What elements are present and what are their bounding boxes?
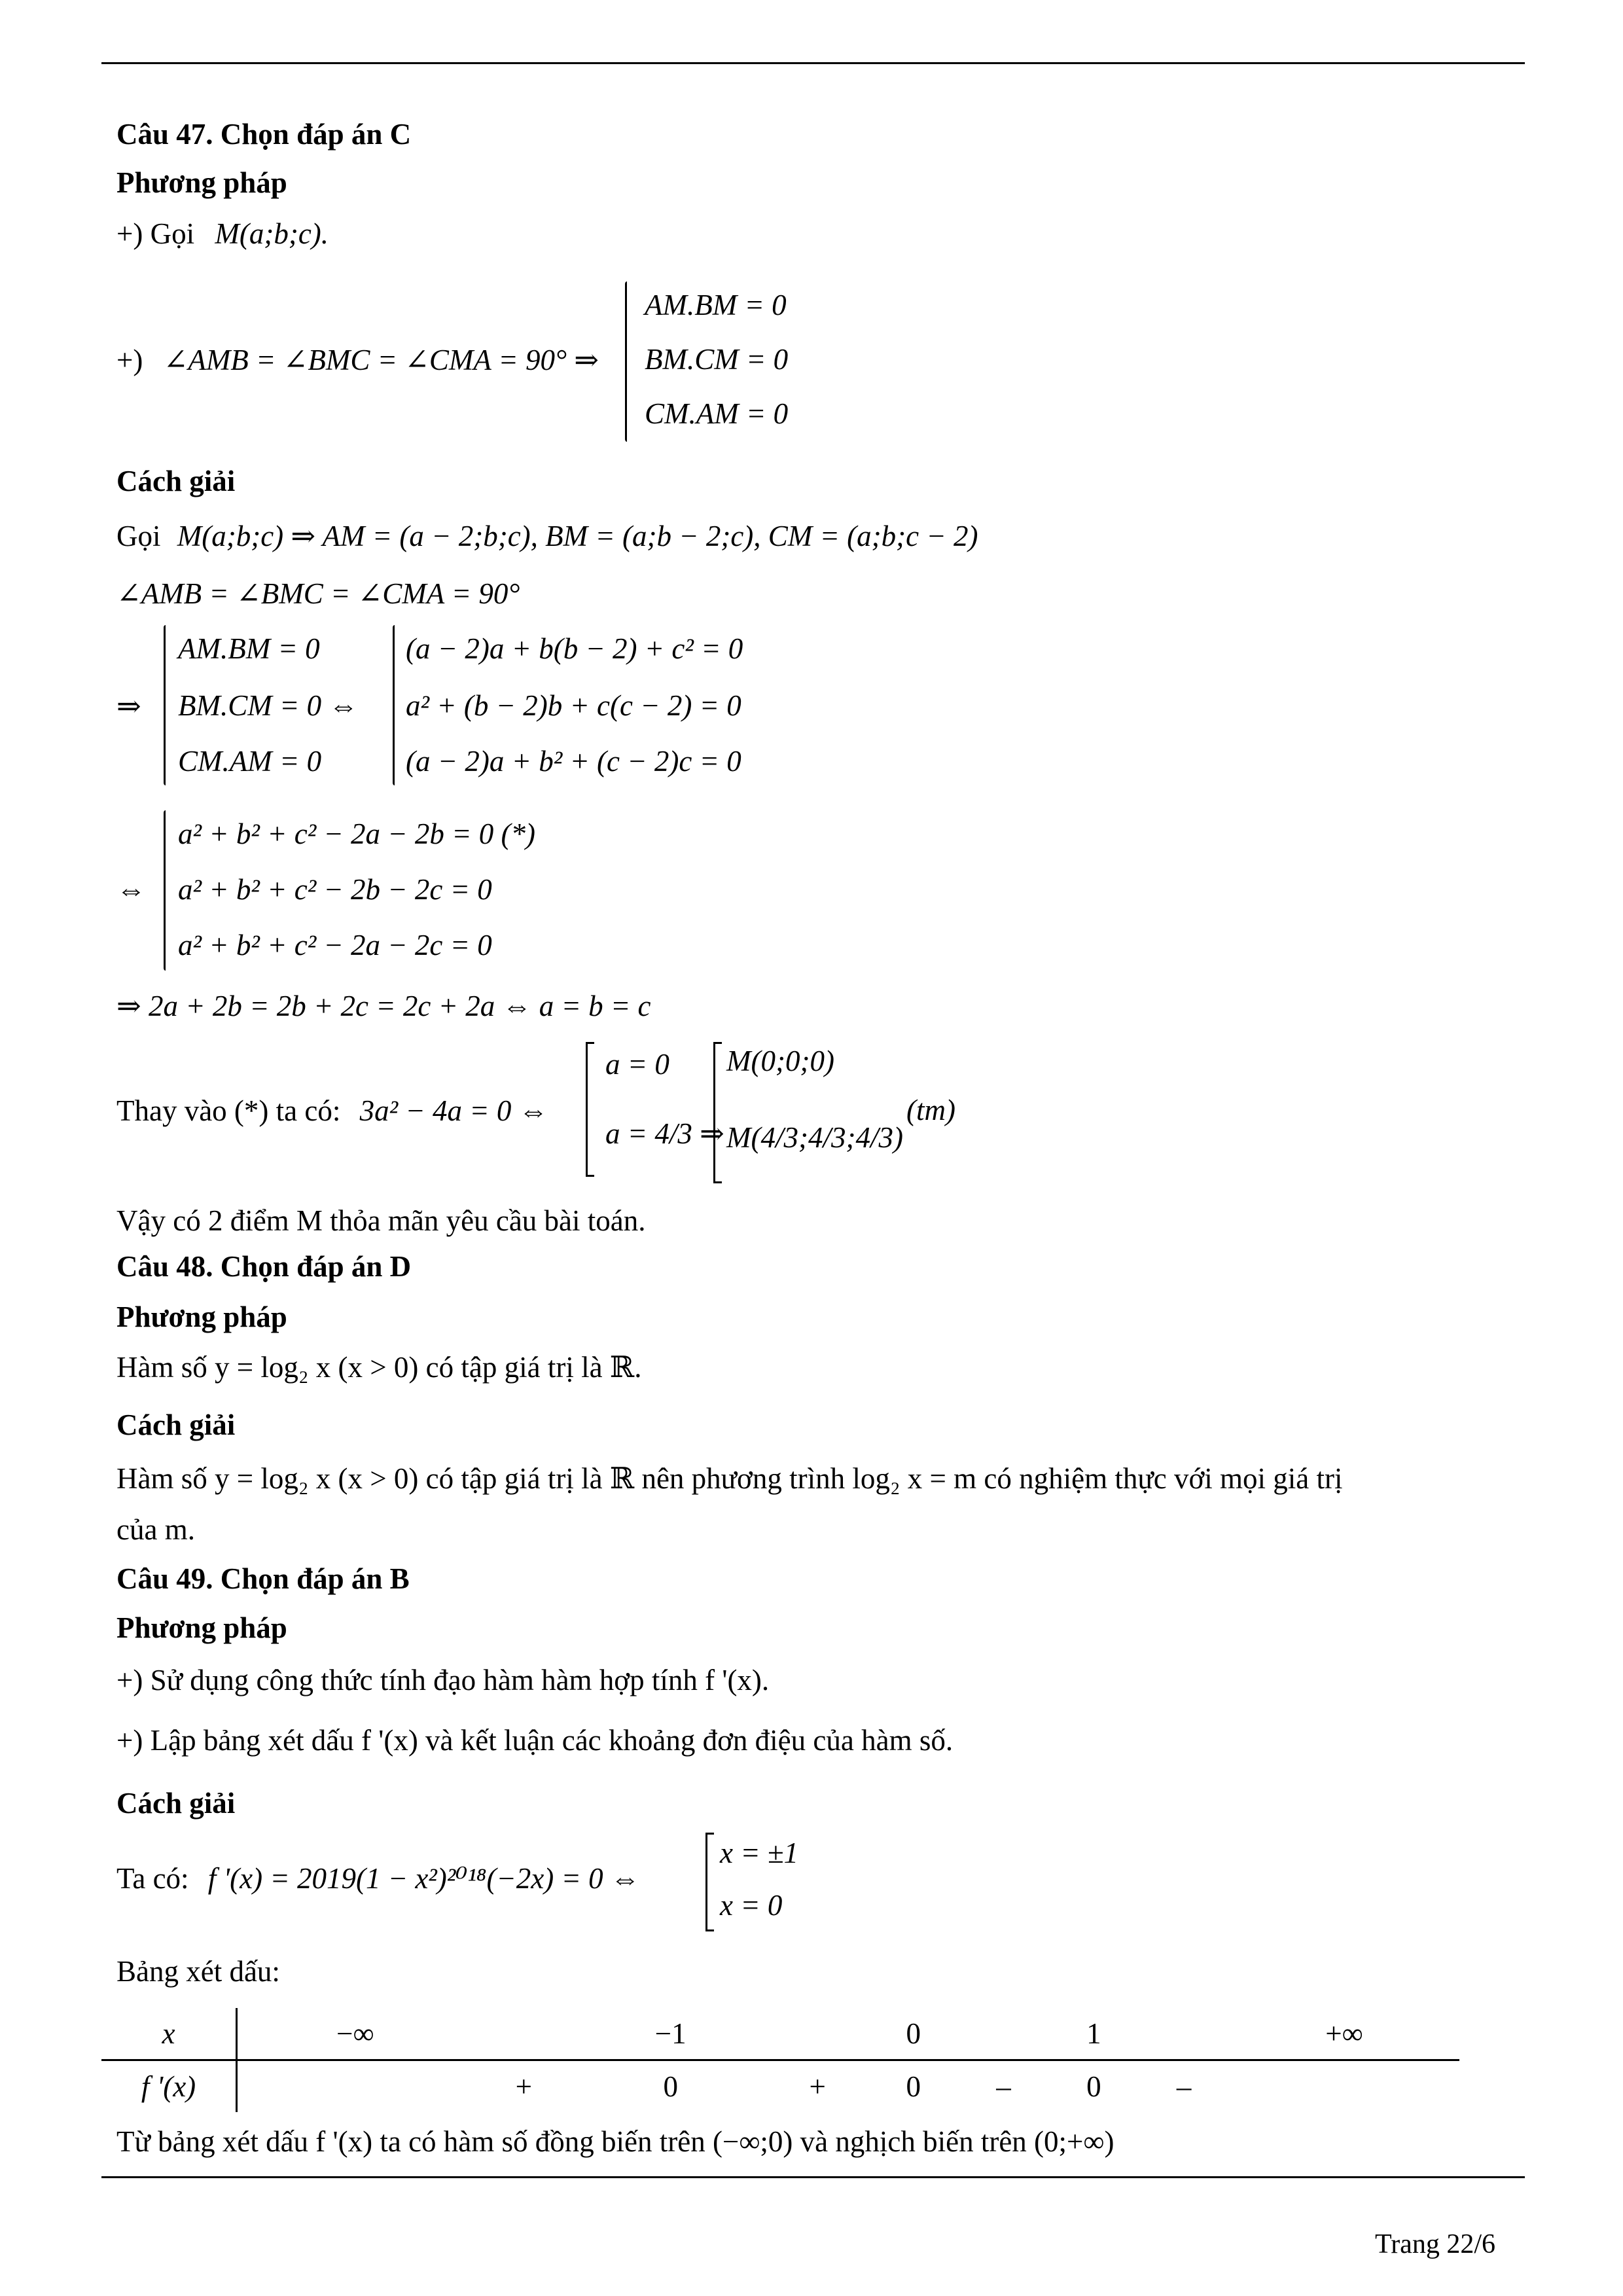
q48-method-text: Hàm số y = log₂ x (x > 0) có tập giá trị là ℝ. xyxy=(116,1351,642,1384)
q48-method-heading: Phương pháp xyxy=(116,1300,287,1333)
q47-sys3-3: a² + b² + c² − 2a − 2c = 0 xyxy=(178,929,492,961)
q47-sol1-math: M(a;b;c) ⇒ AM = (a − 2;b;c), BM = (a;b − 2;c), CM = (a;b;c − 2) xyxy=(177,520,978,552)
q49-sol-bracket xyxy=(705,1833,714,1931)
sign-table-cell: 0 xyxy=(1086,2070,1101,2103)
sign-table-cell xyxy=(1139,2008,1229,2060)
q48-title: Câu 48. Chọn đáp án D xyxy=(116,1250,412,1283)
q49-solution-heading: Cách giải xyxy=(116,1787,236,1820)
q49-method-text1: +) Sử dụng công thức tính đạo hàm hàm hợp tính f '(x). xyxy=(116,1664,770,1696)
sign-table-cell: +∞ xyxy=(1229,2008,1459,2060)
sign-table-cell: −1 xyxy=(575,2008,766,2060)
q47-sub-prefix: Thay vào (*) ta có: xyxy=(116,1094,341,1127)
q47-sub-bracket-1 xyxy=(586,1042,594,1177)
q47-sub-case1: a = 0 xyxy=(605,1048,669,1081)
q49-sol-math: f '(x) = 2019(1 − x²)²⁰¹⁸(−2x) = 0 ⇔ xyxy=(207,1862,640,1895)
q47-sys2-left-brace xyxy=(164,625,166,785)
q49-method-text2: +) Lập bảng xét dấu f '(x) và kết luận các khoảng đơn điệu của hàm số. xyxy=(116,1724,954,1757)
q47-tm: (tm) xyxy=(906,1094,955,1126)
q48-solution-heading: Cách giải xyxy=(116,1408,236,1441)
sign-table-cell: + xyxy=(515,2070,533,2103)
sign-table-cell: + xyxy=(809,2070,826,2103)
q48-sol-text1: Hàm số y = log₂ x (x > 0) có tập giá trị là ℝ nên phương trình log₂ x = m có nghiệm thực với mọi giá trị xyxy=(116,1462,1343,1495)
q47-sub-res1: M(0;0;0) xyxy=(726,1045,834,1077)
sign-table-cell xyxy=(237,2060,473,2113)
q49-table-label: Bảng xét dấu: xyxy=(116,1955,280,1988)
q47-step1-prefix: +) Gọi xyxy=(116,217,195,250)
q49-title: Câu 49. Chọn đáp án B xyxy=(116,1562,410,1595)
q47-sol1 xyxy=(116,518,978,554)
q47-sys3-1: a² + b² + c² − 2a − 2b = 0 (*) xyxy=(178,817,535,850)
q47-sub-bracket-2 xyxy=(713,1042,722,1183)
q47-sys2-left-3: CM.AM = 0 xyxy=(178,745,322,778)
q47-sys2-right-2: a² + (b − 2)b + c(c − 2) = 0 xyxy=(406,689,741,722)
sign-table-cell: x xyxy=(101,2008,237,2060)
q47-sys2-right-brace xyxy=(393,625,395,785)
q47-sys2-right-3: (a − 2)a + b² + (c − 2)c = 0 xyxy=(406,745,741,778)
q47-sub-case2: a = 4/3 ⇒ xyxy=(605,1117,724,1150)
q47-sys3-brace xyxy=(164,810,166,971)
q47-step1 xyxy=(116,216,329,251)
sign-table-cell: – xyxy=(1176,2070,1192,2103)
sign-table-cell xyxy=(473,2008,575,2060)
q47-sys1-line1: AM.BM = 0 xyxy=(645,289,787,321)
q47-sys2-left-1: AM.BM = 0 xyxy=(178,632,320,665)
equivalence-arrow: ⇔ xyxy=(116,873,146,906)
sign-table-row xyxy=(101,2060,1459,2113)
q47-sol1-prefix: Gọi xyxy=(116,520,161,552)
sign-table-cell: – xyxy=(996,2070,1011,2103)
q47-sol2: ∠AMB = ∠BMC = ∠CMA = 90° xyxy=(116,577,520,610)
q49-method-heading: Phương pháp xyxy=(116,1611,287,1644)
top-rule xyxy=(101,62,1525,64)
q47-solution-heading: Cách giải xyxy=(116,465,236,497)
q47-sys1-brace xyxy=(625,281,627,442)
q47-sub-math: 3a² − 4a = 0 ⇔ xyxy=(359,1094,548,1127)
q47-method-heading: Phương pháp xyxy=(116,166,287,199)
q49-sol-case2: x = 0 xyxy=(720,1889,783,1922)
q49-final: Từ bảng xét dấu f '(x) ta có hàm số đồng biến trên (−∞;0) và nghịch biến trên (0;+∞) xyxy=(116,2125,1115,2158)
q47-sys1-line3: CM.AM = 0 xyxy=(645,397,789,430)
q47-conclusion: Vậy có 2 điểm M thỏa mãn yêu cầu bài toán. xyxy=(116,1204,646,1237)
implies-arrow: ⇒ xyxy=(116,690,141,723)
sign-table-cell: f '(x) xyxy=(101,2060,237,2113)
q49-sol-line xyxy=(116,1861,640,1896)
sign-table-cell xyxy=(959,2008,1049,2060)
sign-table-cell: 0 xyxy=(906,2070,921,2103)
q47-step2-prefix: +) xyxy=(116,344,143,376)
q47-sub-line xyxy=(116,1093,548,1128)
sign-table-cell: 0 xyxy=(663,2070,678,2103)
q47-step1-math: M(a;b;c). xyxy=(215,217,329,250)
sign-table-header-row xyxy=(101,2008,1459,2060)
sign-table-cell: −∞ xyxy=(237,2008,473,2060)
q47-sys1-line2: BM.CM = 0 xyxy=(645,343,789,376)
sign-table-cell xyxy=(1229,2060,1459,2113)
q47-sys2-right-1: (a − 2)a + b(b − 2) + c² = 0 xyxy=(406,632,743,665)
q47-sys3-2: a² + b² + c² − 2b − 2c = 0 xyxy=(178,873,492,906)
q47-step2-math: ∠AMB = ∠BMC = ∠CMA = 90° ⇒ xyxy=(163,344,599,376)
q47-eq-line: ⇒ 2a + 2b = 2b + 2c = 2c + 2a ⇔ a = b = c xyxy=(116,990,651,1022)
q47-sys2-left-2: BM.CM = 0 ⇔ xyxy=(178,689,359,722)
q47-sub-res2: M(4/3;4/3;4/3) xyxy=(726,1121,903,1154)
sign-table-cell xyxy=(766,2008,868,2060)
q47-step2 xyxy=(116,342,599,378)
sign-table-cell: 1 xyxy=(1048,2008,1139,2060)
page-number: Trang 22/6 xyxy=(1375,2229,1495,2259)
bottom-rule xyxy=(101,2176,1525,2178)
q47-title: Câu 47. Chọn đáp án C xyxy=(116,118,412,151)
q48-sol-text2: của m. xyxy=(116,1513,195,1546)
sign-table xyxy=(101,2008,1459,2112)
sign-table-cell: 0 xyxy=(868,2008,959,2060)
q49-sol-prefix: Ta có: xyxy=(116,1862,189,1895)
q49-sol-case1: x = ±1 xyxy=(720,1837,799,1869)
